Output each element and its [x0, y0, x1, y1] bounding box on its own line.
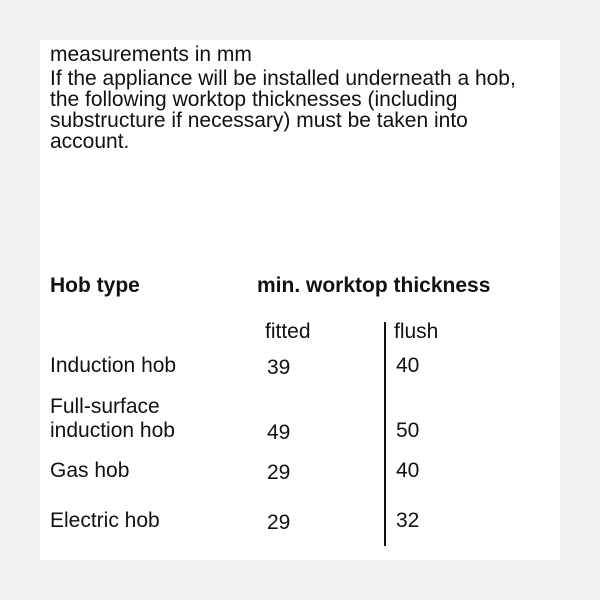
header-min-thickness: min. worktop thickness: [257, 274, 491, 297]
units-note: measurements in mm: [50, 43, 252, 66]
row-gas-flush: 40: [396, 459, 420, 482]
hob-type-label: Electric hob: [50, 509, 160, 532]
row-gas-fitted: 29: [267, 461, 291, 484]
row-electric-flush: 32: [396, 509, 420, 532]
document-page: [40, 40, 560, 560]
hob-type-label-line1: Full-surface: [50, 395, 160, 418]
row-induction-flush: 40: [396, 354, 420, 377]
row-fullsurface-fitted: 49: [267, 421, 291, 444]
row-fullsurface-flush: 50: [396, 419, 420, 442]
subheader-fitted: fitted: [265, 320, 311, 343]
row-gas-type: [50, 459, 129, 483]
installation-note: If the appliance will be installed underneath a hob, the following worktop thicknesses (including substructure if necessary) must be taken into account.: [50, 67, 516, 153]
row-electric-type: [50, 509, 160, 533]
row-electric-fitted: 29: [267, 511, 291, 534]
intro-text: [50, 44, 550, 152]
hob-type-label-line2: induction hob: [50, 419, 175, 442]
header-hob-type: Hob type: [50, 274, 140, 297]
subheader-flush: flush: [394, 320, 439, 343]
row-fullsurface-type: [50, 395, 175, 443]
column-divider: [384, 322, 386, 546]
row-induction-type: [50, 354, 176, 378]
hob-type-label: Induction hob: [50, 354, 177, 377]
row-induction-fitted: 39: [267, 356, 291, 379]
hob-type-label: Gas hob: [50, 459, 130, 482]
